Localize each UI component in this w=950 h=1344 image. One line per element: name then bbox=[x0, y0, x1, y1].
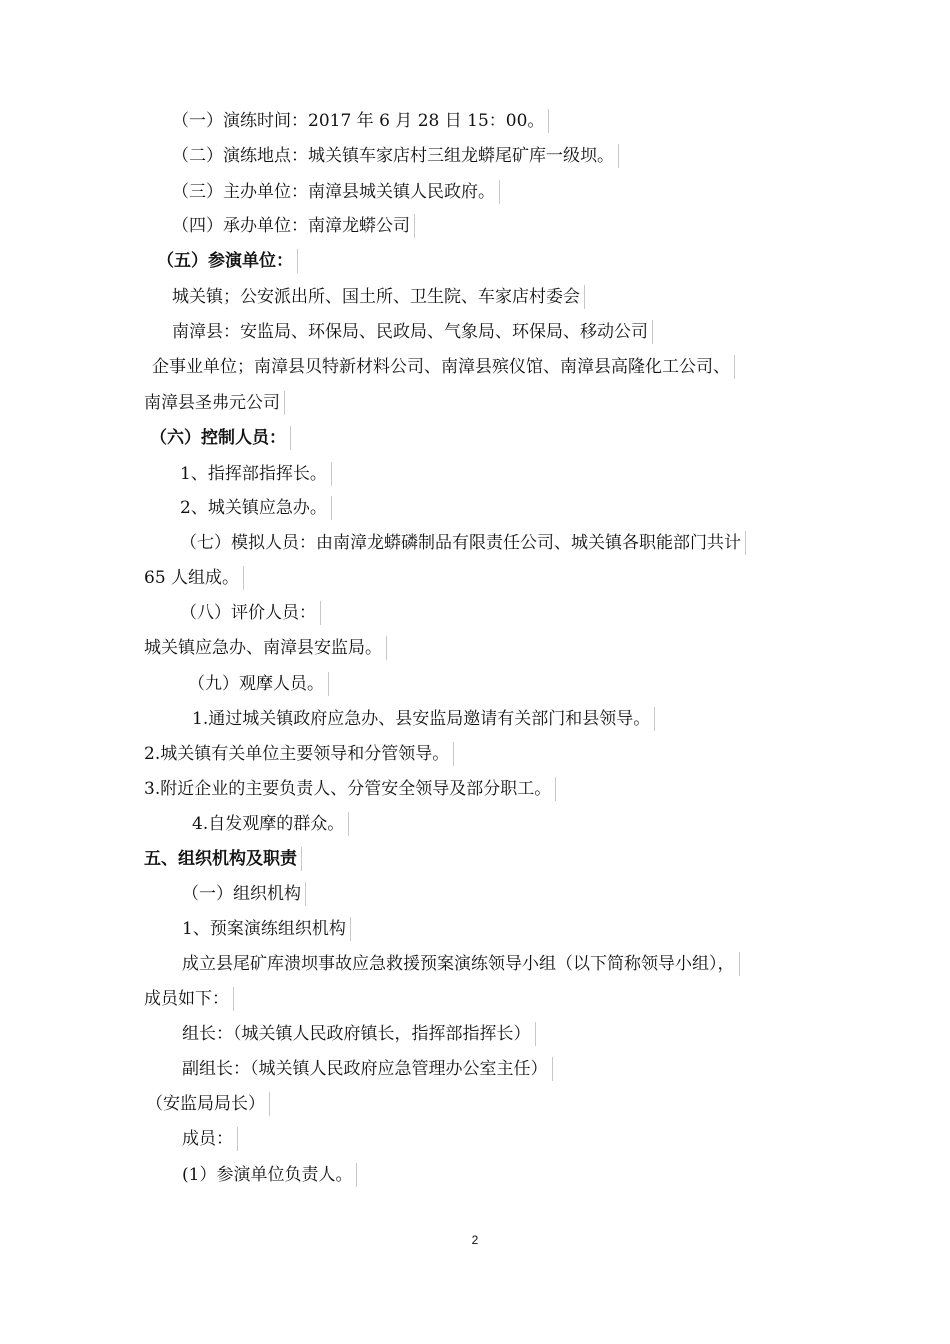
control-item-1: 1、指挥部指挥长。 bbox=[180, 462, 332, 486]
section-control-personnel: （六）控制人员： bbox=[150, 426, 291, 450]
leadership-group-paragraph: 成立县尾矿库溃坝事故应急救援预案演练领导小组（以下简称领导小组）， bbox=[182, 952, 740, 976]
section-simulation-personnel: （七）模拟人员：由南漳龙蟒磷制品有限责任公司、城关镇各职能部门共计 bbox=[180, 531, 746, 555]
participants-nanzhang: 南漳县：安监局、环保局、民政局、气象局、环保局、移动公司 bbox=[172, 320, 653, 344]
deputy-group-leader: 副组长：（城关镇人民政府应急管理办公室主任） bbox=[182, 1057, 553, 1081]
page-number: 2 bbox=[471, 1233, 479, 1247]
organizer-unit: （四）承办单位：南漳龙蟒公司 bbox=[172, 214, 415, 238]
leadership-group-paragraph-cont: 成员如下： bbox=[144, 987, 234, 1011]
subsection-organization: （一）组织机构 bbox=[182, 882, 306, 906]
observer-item-2: 2.城关镇有关单位主要领导和分管领导。 bbox=[144, 742, 454, 766]
participants-enterprises-cont: 南漳县圣弗元公司 bbox=[144, 391, 285, 415]
chapter-heading-organization: 五、组织机构及职责 bbox=[144, 847, 302, 871]
host-unit: （三）主办单位：南漳县城关镇人民政府。 bbox=[172, 180, 500, 204]
drill-time: （一）演练时间：2017 年 6 月 28 日 15：00。 bbox=[172, 109, 549, 133]
deputy-group-leader-cont: （安监局局长） bbox=[146, 1092, 270, 1116]
section-observers: （九）观摩人员。 bbox=[188, 672, 329, 696]
members-label: 成员： bbox=[182, 1127, 238, 1151]
control-item-2: 2、城关镇应急办。 bbox=[180, 496, 332, 520]
simulation-personnel-cont: 65 人组成。 bbox=[144, 566, 244, 590]
member-item-1: (1）参演单位负责人。 bbox=[182, 1163, 357, 1187]
observer-item-4: 4.自发观摩的群众。 bbox=[192, 812, 349, 836]
observer-item-3: 3.附近企业的主要负责人、分管安全领导及部分职工。 bbox=[144, 777, 556, 801]
subsection-drill-organization: 1、预案演练组织机构 bbox=[182, 917, 351, 941]
section-evaluation-personnel: （八）评价人员： bbox=[180, 601, 321, 625]
section-participating-units: （五）参演单位： bbox=[157, 249, 298, 273]
participants-enterprises: 企事业单位；南漳县贝特新材料公司、南漳县殡仪馆、南漳县高隆化工公司、 bbox=[152, 355, 735, 379]
evaluation-personnel-list: 城关镇应急办、南漳县安监局。 bbox=[144, 636, 387, 660]
participants-chengguan: 城关镇；公安派出所、国土所、卫生院、车家店村委会 bbox=[172, 285, 585, 309]
group-leader: 组长：（城关镇人民政府镇长，指挥部指挥长） bbox=[182, 1022, 536, 1046]
observer-item-1: 1.通过城关镇政府应急办、县安监局邀请有关部门和县领导。 bbox=[192, 707, 655, 731]
drill-location: （二）演练地点：城关镇车家店村三组龙蟒尾矿库一级坝。 bbox=[172, 144, 619, 168]
